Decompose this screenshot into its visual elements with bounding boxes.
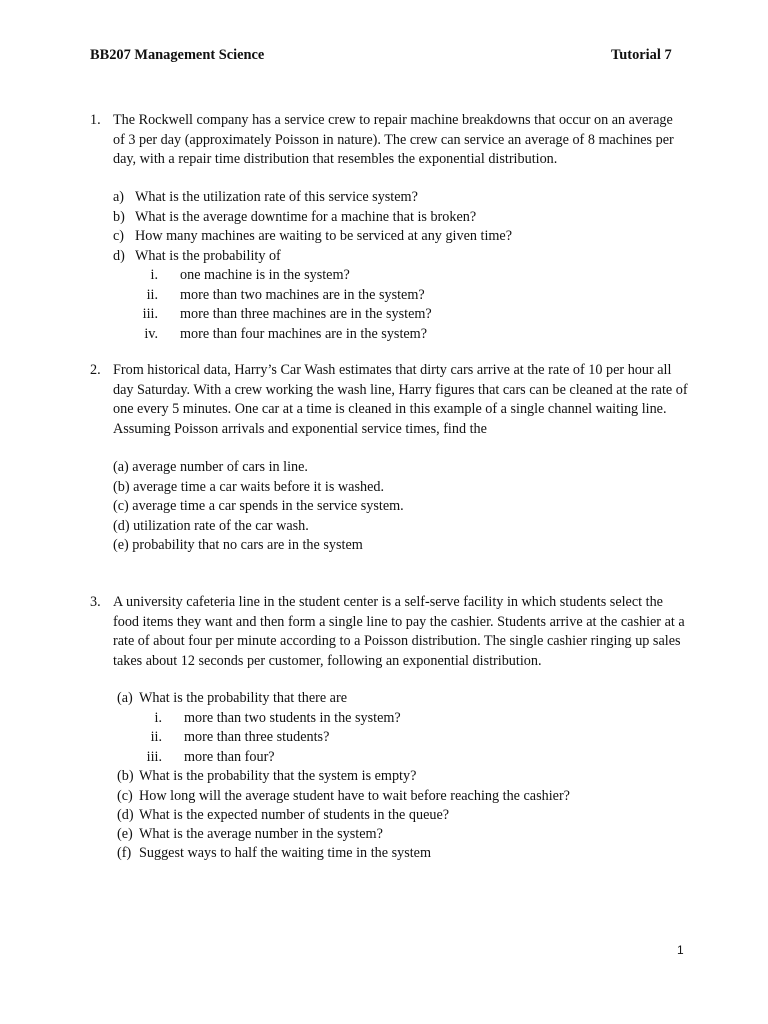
part-text: What is the probability of: [135, 247, 281, 264]
part-label: (c): [117, 787, 133, 804]
subpart-label: iii.: [142, 306, 158, 322]
question-text: A university cafeteria line in the student center is a self-serve facility in which students select the food items they want and then form a single line to pay the cashier. Students arrive at the cashier at a rate of about four per minute according to a Poisson distribution. The single cashier ringing up sales takes about 12 seconds per customer, following an exponential distribution.: [113, 594, 685, 669]
part-text: How long will the average student have to wait before reaching the cashier?: [139, 787, 570, 804]
part-item: (a) average number of cars in line.: [113, 459, 308, 475]
subpart-text: more than four machines are in the system?: [180, 325, 428, 342]
subpart-text: more than two machines are in the system?: [180, 286, 425, 303]
subpart-label: iv.: [144, 325, 158, 342]
subpart-text: more than three machines are in the system?: [180, 306, 432, 322]
part-item: (e) probability that no cars are in the system: [113, 537, 363, 553]
question-number: 3.: [90, 594, 101, 610]
subpart-text: more than three students?: [184, 729, 330, 745]
course-title: BB207 Management Science: [90, 47, 265, 63]
subpart-label: i.: [154, 709, 162, 726]
part-label: (e): [117, 825, 133, 842]
subpart-label: ii.: [150, 729, 162, 745]
page-number: 1: [677, 943, 684, 957]
subpart-text: one machine is in the system?: [180, 267, 350, 283]
subpart-label: iii.: [146, 748, 162, 765]
subpart-text: more than four?: [184, 748, 275, 765]
question-text: From historical data, Harry’s Car Wash estimates that dirty cars arrive at the rate of 10 per hour all day Saturday. With a crew working the wash line, Harry figures that cars can be cleaned at the rate of one every 5 minutes. One car at a time is cleaned in this example of a single channel waiting line. Assuming Poisson arrivals and exponential service times, find the: [113, 362, 688, 437]
question-number: 1.: [90, 112, 101, 128]
part-item: (b) average time a car waits before it is washed.: [113, 478, 385, 495]
question-number: 2.: [90, 362, 101, 378]
part-label: (f): [117, 845, 132, 861]
subpart-text: more than two students in the system?: [184, 709, 401, 726]
part-text: What is the probability that the system is empty?: [139, 768, 417, 784]
part-item: (c) average time a car spends in the service system.: [113, 498, 404, 514]
part-label: a): [113, 189, 125, 205]
subpart-label: ii.: [146, 286, 158, 303]
part-text: What is the utilization rate of this service system?: [135, 189, 418, 205]
part-item: (d) utilization rate of the car wash.: [113, 517, 309, 534]
question-text: The Rockwell company has a service crew to repair machine breakdowns that occur on an average of 3 per day (approximately Poisson in nature). The crew can service an average of 8 machines per day, with a repair time distribution that resembles the exponential distribution.: [113, 112, 674, 167]
part-label: d): [113, 247, 125, 264]
part-text: How many machines are waiting to be serviced at any given time?: [135, 228, 513, 244]
part-label: c): [113, 228, 125, 244]
part-label: (d): [117, 806, 134, 823]
subpart-label: i.: [150, 267, 158, 283]
part-label: (b): [117, 768, 134, 784]
part-label: b): [113, 208, 125, 225]
part-text: What is the expected number of students in the queue?: [139, 806, 450, 823]
part-text: What is the probability that there are: [139, 690, 348, 706]
part-text: What is the average number in the system?: [139, 825, 383, 842]
part-text: What is the average downtime for a machine that is broken?: [135, 208, 477, 225]
tutorial-title: Tutorial 7: [611, 47, 672, 63]
part-label: (a): [117, 690, 133, 706]
part-text: Suggest ways to half the waiting time in the system: [139, 845, 431, 861]
